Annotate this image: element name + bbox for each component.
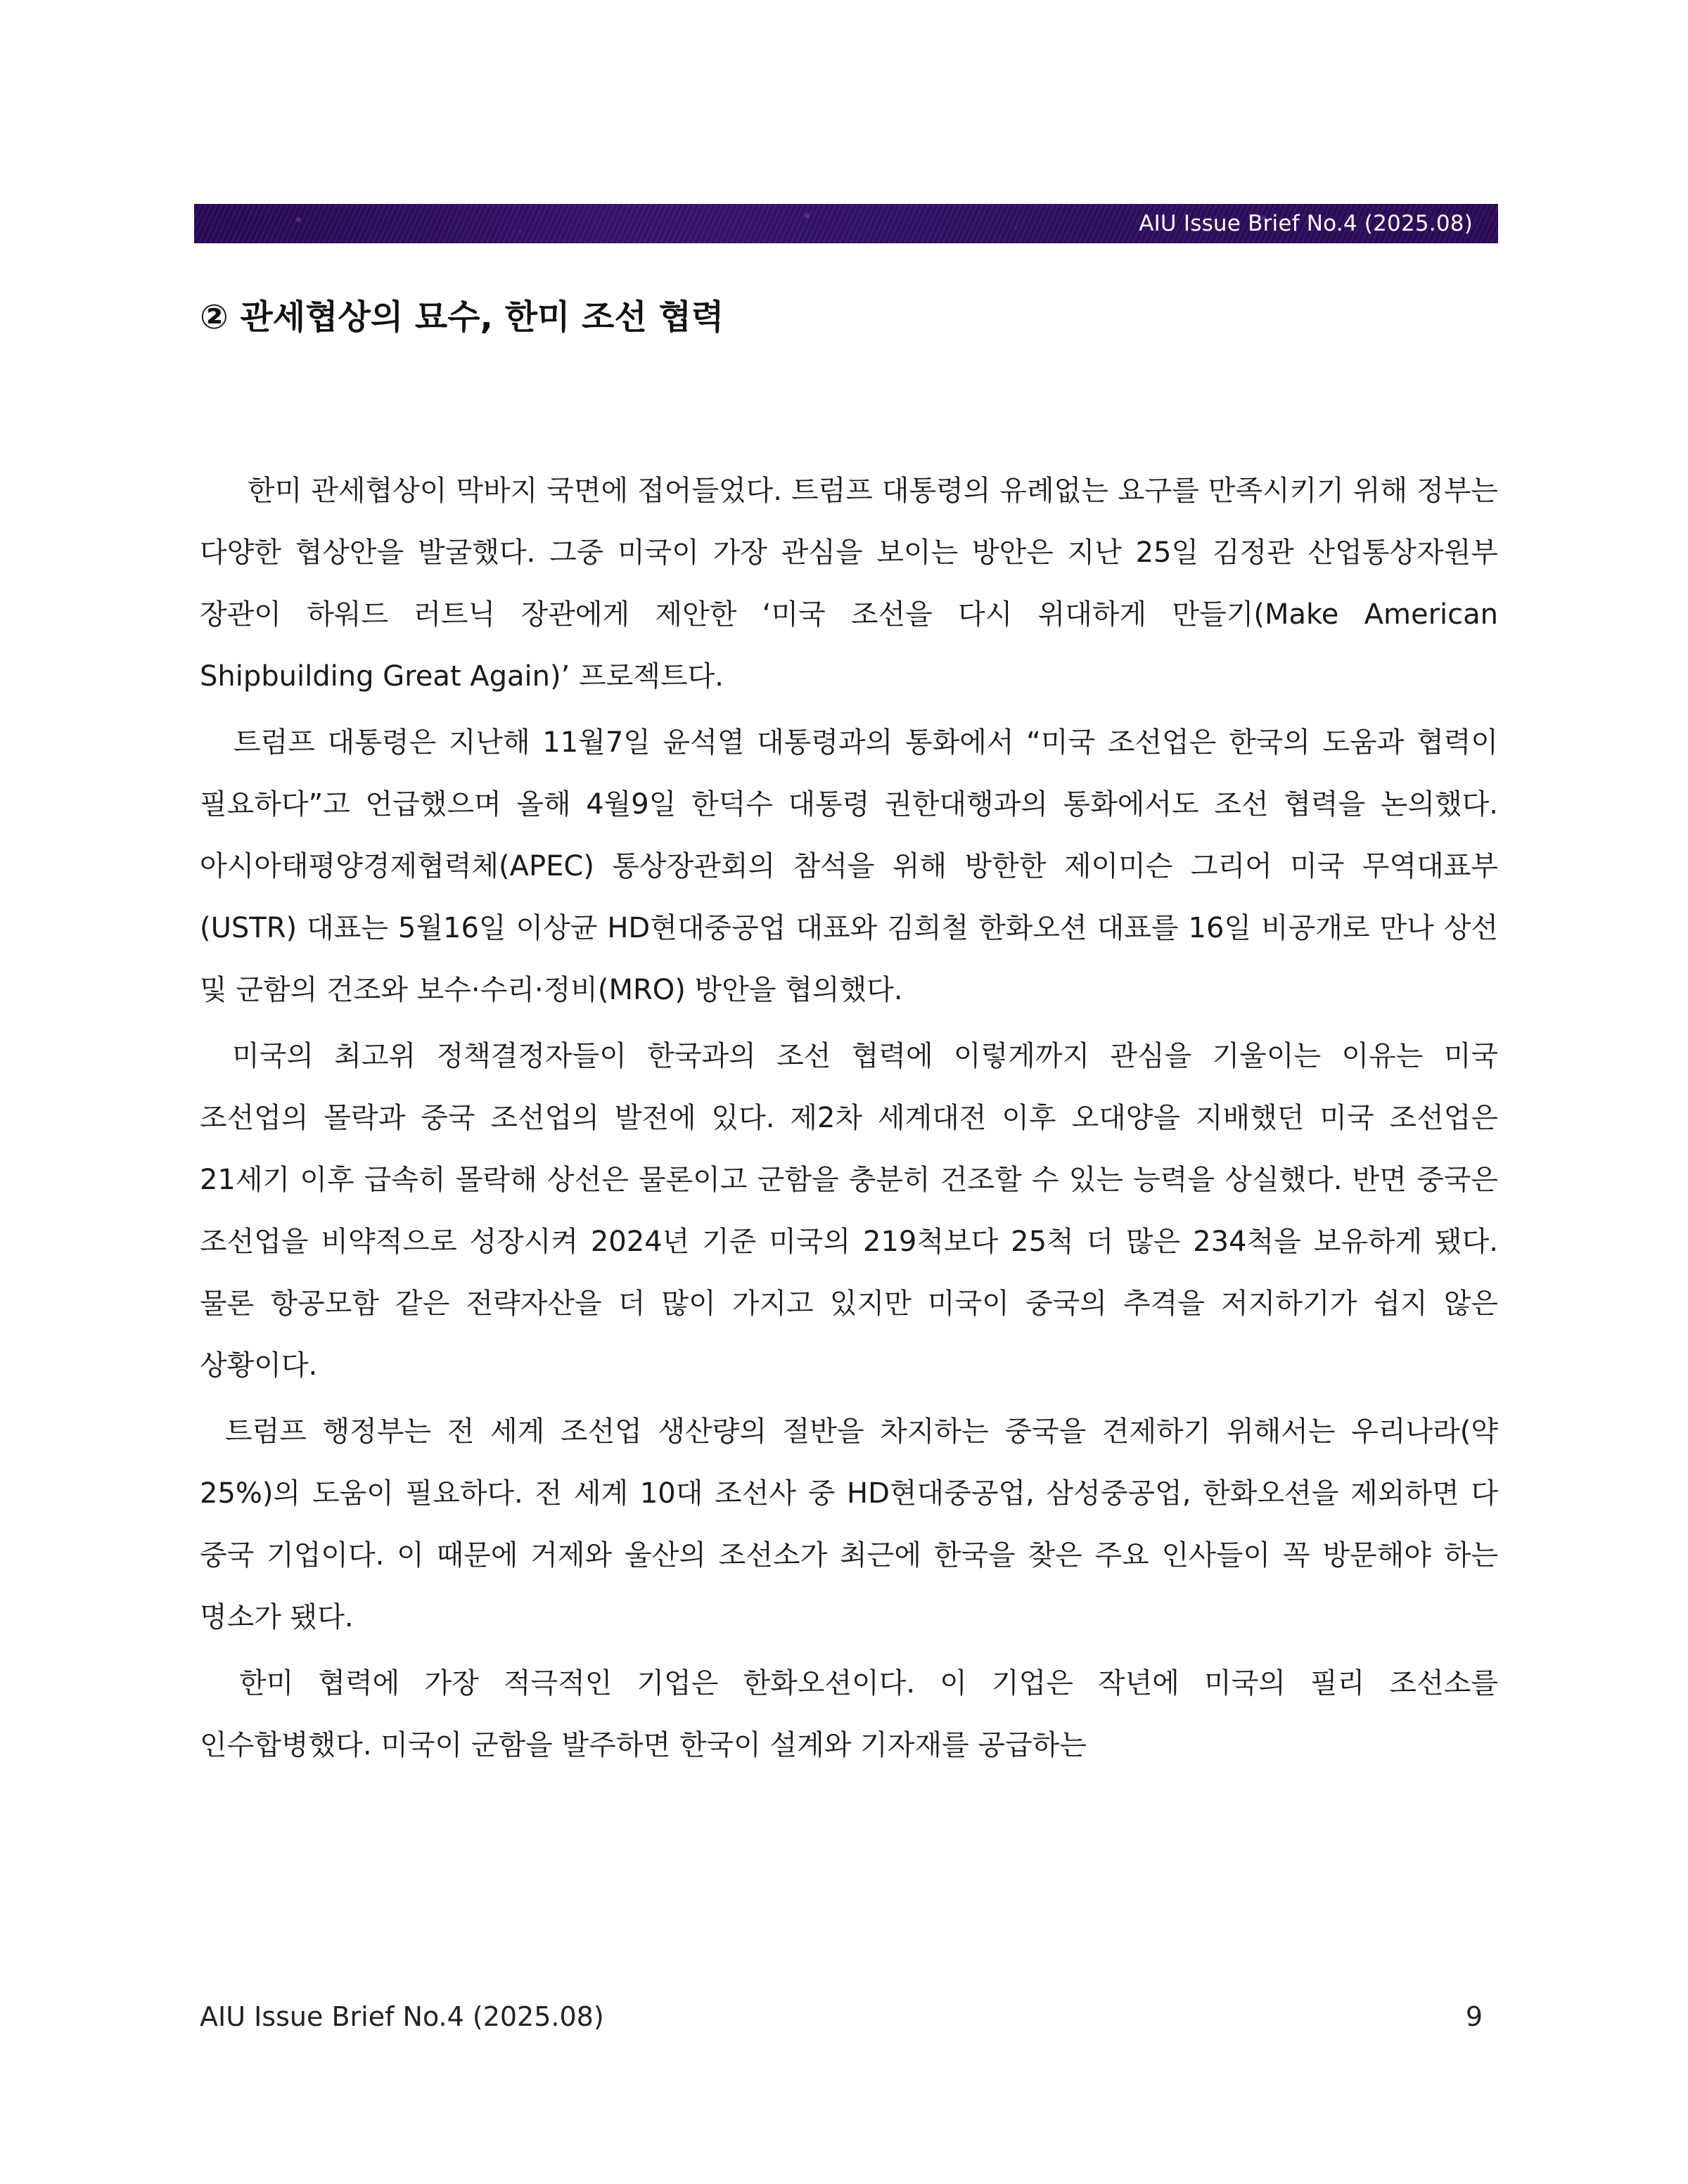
page-number: 9	[1465, 2001, 1483, 2032]
article-body	[200, 460, 1498, 1780]
section-title: ② 관세협상의 묘수, 한미 조선 협력	[200, 297, 724, 337]
paragraph-3: 미국의 최고위 정책결정자들이 한국과의 조선 협력에 이렇게까지 관심을 기울이는 이유는 미국 조선업의 몰락과 중국 조선업의 발전에 있다. 제2차 세계대전 이후 오대양을 지배했던 미국 조선업은 21세기 이후 급속히 몰락해 상선은 물론이고 군함을 충분히 건조할 수 있는 능력을 상실했다. 반면 중국은 조선업을 비약적으로 성장시켜 2024년 기준 미국의 219척보다 25척 더 많은 234척을 보유하게 됐다. 물론 항공모함 같은 전략자산을 더 많이 가지고 있지만 미국이 중국의 추격을 저지하기가 쉽지 않은 상황이다.	[200, 1040, 1498, 1382]
paragraph-2: 트럼프 대통령은 지난해 11월7일 윤석열 대통령과의 통화에서 “미국 조선업은 한국의 도움과 협력이 필요하다”고 언급했으며 올해 4월9일 한덕수 대통령 권한대행과의 통화에서도 조선 협력을 논의했다. 아시아태평양경제협력체(APEC) 통상장관회의 참석을 위해 방한한 제이미슨 그리어 미국 무역대표부(USTR) 대표는 5월16일 이상균 HD현대중공업 대표와 김희철 한화오션 대표를 16일 비공개로 만나 상선 및 군함의 건조와 보수·수리·정비(MRO) 방안을 협의했다.	[200, 726, 1498, 1006]
footer-brief-label: AIU Issue Brief No.4 (2025.08)	[200, 2001, 604, 2032]
header-banner	[194, 204, 1498, 243]
paragraph-1: 한미 관세협상이 막바지 국면에 접어들었다. 트럼프 대통령의 유례없는 요구를 만족시키기 위해 정부는 다양한 협상안을 발굴했다. 그중 미국이 가장 관심을 보이는 방안은 지난 25일 김정관 산업통상자원부 장관이 하워드 러트닉 장관에게 제안한 ‘미국 조선을 다시 위대하게 만들기(Make American Shipbuilding Great Again)’ 프로젝트다.	[200, 475, 1498, 693]
header-brief-label: AIU Issue Brief No.4 (2025.08)	[1139, 211, 1473, 236]
paragraph-5: 한미 협력에 가장 적극적인 기업은 한화오션이다. 이 기업은 작년에 미국의 필리 조선소를 인수합병했다. 미국이 군함을 발주하면 한국이 설계와 기자재를 공급하는	[200, 1667, 1498, 1761]
paragraph-4: 트럼프 행정부는 전 세계 조선업 생산량의 절반을 차지하는 중국을 견제하기 위해서는 우리나라(약 25%)의 도움이 필요하다. 전 세계 10대 조선사 중 HD현대중공업, 삼성중공업, 한화오션을 제외하면 다 중국 기업이다. 이 때문에 거제와 울산의 조선소가 최근에 한국을 찾은 주요 인사들이 꼭 방문해야 하는 명소가 됐다.	[200, 1415, 1498, 1633]
